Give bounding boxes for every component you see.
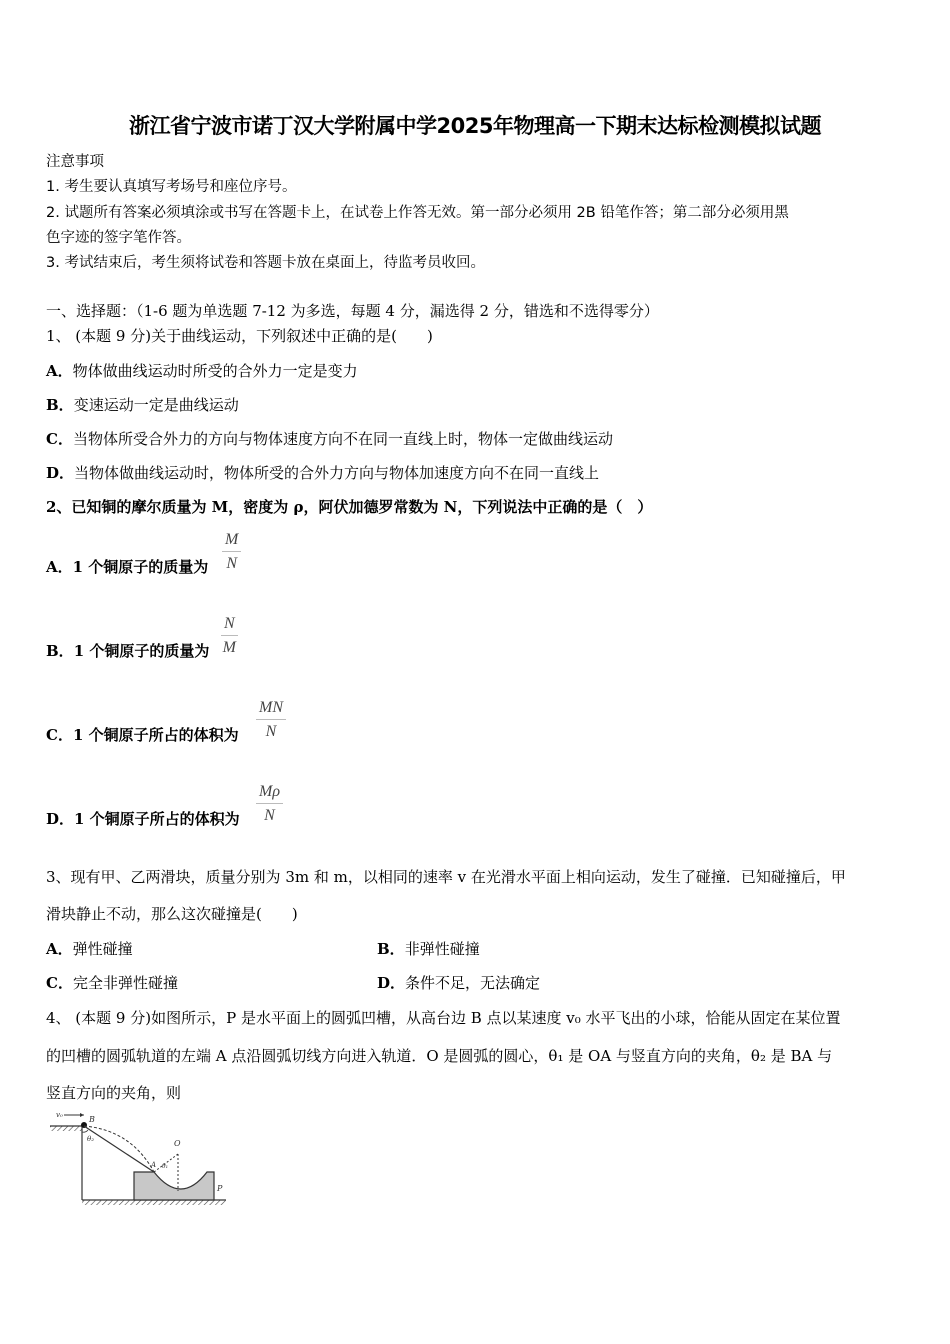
projectile-groove-diagram (46, 1108, 236, 1208)
section-heading: 一、选择题：（1-6 题为单选题 7-12 为多选，每题 4 分，漏选得 2 分，错选和不选得零分） (46, 302, 659, 320)
page-title: 浙江省宁波市诺丁汉大学附属中学2025年物理高一下期末达标检测模拟试题 (129, 114, 821, 138)
svg-text:P: P (217, 1184, 223, 1193)
question-1-option-b (46, 395, 239, 415)
svg-text:θ₂: θ₂ (87, 1135, 95, 1143)
question-4-stem-line-1: 4、 (本题 9 分)如图所示，P 是水平面上的圆弧凹槽，从高台边 B 点以某速度 v₀ 水平飞出的小球，恰能从固定在某位置 (46, 1009, 841, 1027)
question-3-option-c: C．完全非弹性碰撞 (46, 974, 178, 992)
option-label: D． (46, 810, 75, 828)
svg-text:O: O (174, 1139, 181, 1148)
platform-hatch (50, 1126, 82, 1131)
notice-item-2: 2. 试题所有答案必须填涂或书写在答题卡上，在试卷上作答无效。第一部分必须用 2B 铅笔作答；第二部分必须用黑 (46, 205, 789, 221)
question-1-option-a (46, 361, 358, 381)
question-3-option-d: D．条件不足，无法确定 (377, 974, 541, 992)
notice-item-1: 1. 考生要认真填写考场号和座位序号。 (46, 179, 297, 195)
fraction-m-over-n: $\frac{M}{N}$ (222, 531, 241, 573)
fraction-n-over-m: $\frac{N}{M}$ (222, 615, 236, 656)
fraction-mrho-over-n: $\frac{M\rho}{N}$ (256, 783, 283, 825)
option-label: C． (46, 430, 73, 448)
ground-hatch (82, 1200, 226, 1205)
question-4-stem-line-3: 竖直方向的夹角，则 (46, 1084, 182, 1102)
question-1-stem: 1、 (本题 9 分)关于曲线运动，下列叙述中正确的是( ) (46, 327, 433, 345)
option-text: 1 个铜原子所占的体积为 (72, 726, 239, 744)
question-2-option-a (46, 557, 208, 577)
option-text: 当物体做曲线运动时，物体所受的合外力方向与物体加速度方向不在同一直线上 (74, 464, 600, 482)
question-4-stem-line-2: 的凹槽的圆弧轨道的左端 A 点沿圆弧切线方向进入轨道．O 是圆弧的圆心，θ₁ 是 OA 与竖直方向的夹角，θ₂ 是 BA 与 (46, 1047, 833, 1065)
notice-item-3: 3. 考试结束后，考生须将试卷和答题卡放在桌面上，待监考员收回。 (46, 255, 485, 271)
question-2-option-d (46, 809, 240, 829)
question-2-stem: 2、已知铜的摩尔质量为 M，密度为 ρ，阿伏加德罗常数为 N，下列说法中正确的是（ ） (46, 498, 653, 516)
question-3-option-a: A．弹性碰撞 (46, 940, 133, 958)
notice-heading: 注意事项 (46, 154, 104, 170)
option-label: B． (46, 396, 74, 414)
question-3-option-b: B．非弹性碰撞 (377, 940, 480, 958)
option-label: D． (46, 464, 75, 482)
option-label: B． (46, 642, 74, 660)
groove-p (134, 1172, 214, 1200)
svg-text:A: A (151, 1161, 157, 1169)
question-2-option-b (46, 641, 209, 661)
notice-item-2-cont: 色字迹的签字笔作答。 (46, 230, 191, 246)
svg-text:B: B (89, 1115, 95, 1124)
option-label: C． (46, 726, 73, 744)
fraction-mn-over-n: $\frac{MN}{N}$ (256, 699, 286, 741)
option-text: 物体做曲线运动时所受的合外力一定是变力 (72, 362, 358, 380)
question-3-stem-line-1: 3、现有甲、乙两滑块，质量分别为 3m 和 m，以相同的速率 v 在光滑水平面上相向运动，发生了碰撞．已知碰撞后，甲 (46, 868, 846, 886)
option-label: A． (46, 558, 73, 576)
option-text: 当物体所受合外力的方向与物体速度方向不在同一直线上时，物体一定做曲线运动 (72, 430, 613, 448)
question-1-option-c (46, 429, 613, 449)
svg-text:θ₁: θ₁ (162, 1163, 169, 1170)
option-label: A． (46, 362, 73, 380)
option-text: 1 个铜原子的质量为 (72, 558, 209, 576)
question-3-stem-line-2: 滑块静止不动，那么这次碰撞是( ) (46, 905, 298, 923)
option-text: 1 个铜原子所占的体积为 (74, 810, 240, 828)
question-1-option-d (46, 463, 599, 483)
option-text: 1 个铜原子的质量为 (73, 642, 210, 660)
option-text: 变速运动一定是曲线运动 (73, 396, 239, 414)
svg-text:v₀: v₀ (56, 1111, 63, 1119)
question-2-option-c (46, 725, 239, 745)
